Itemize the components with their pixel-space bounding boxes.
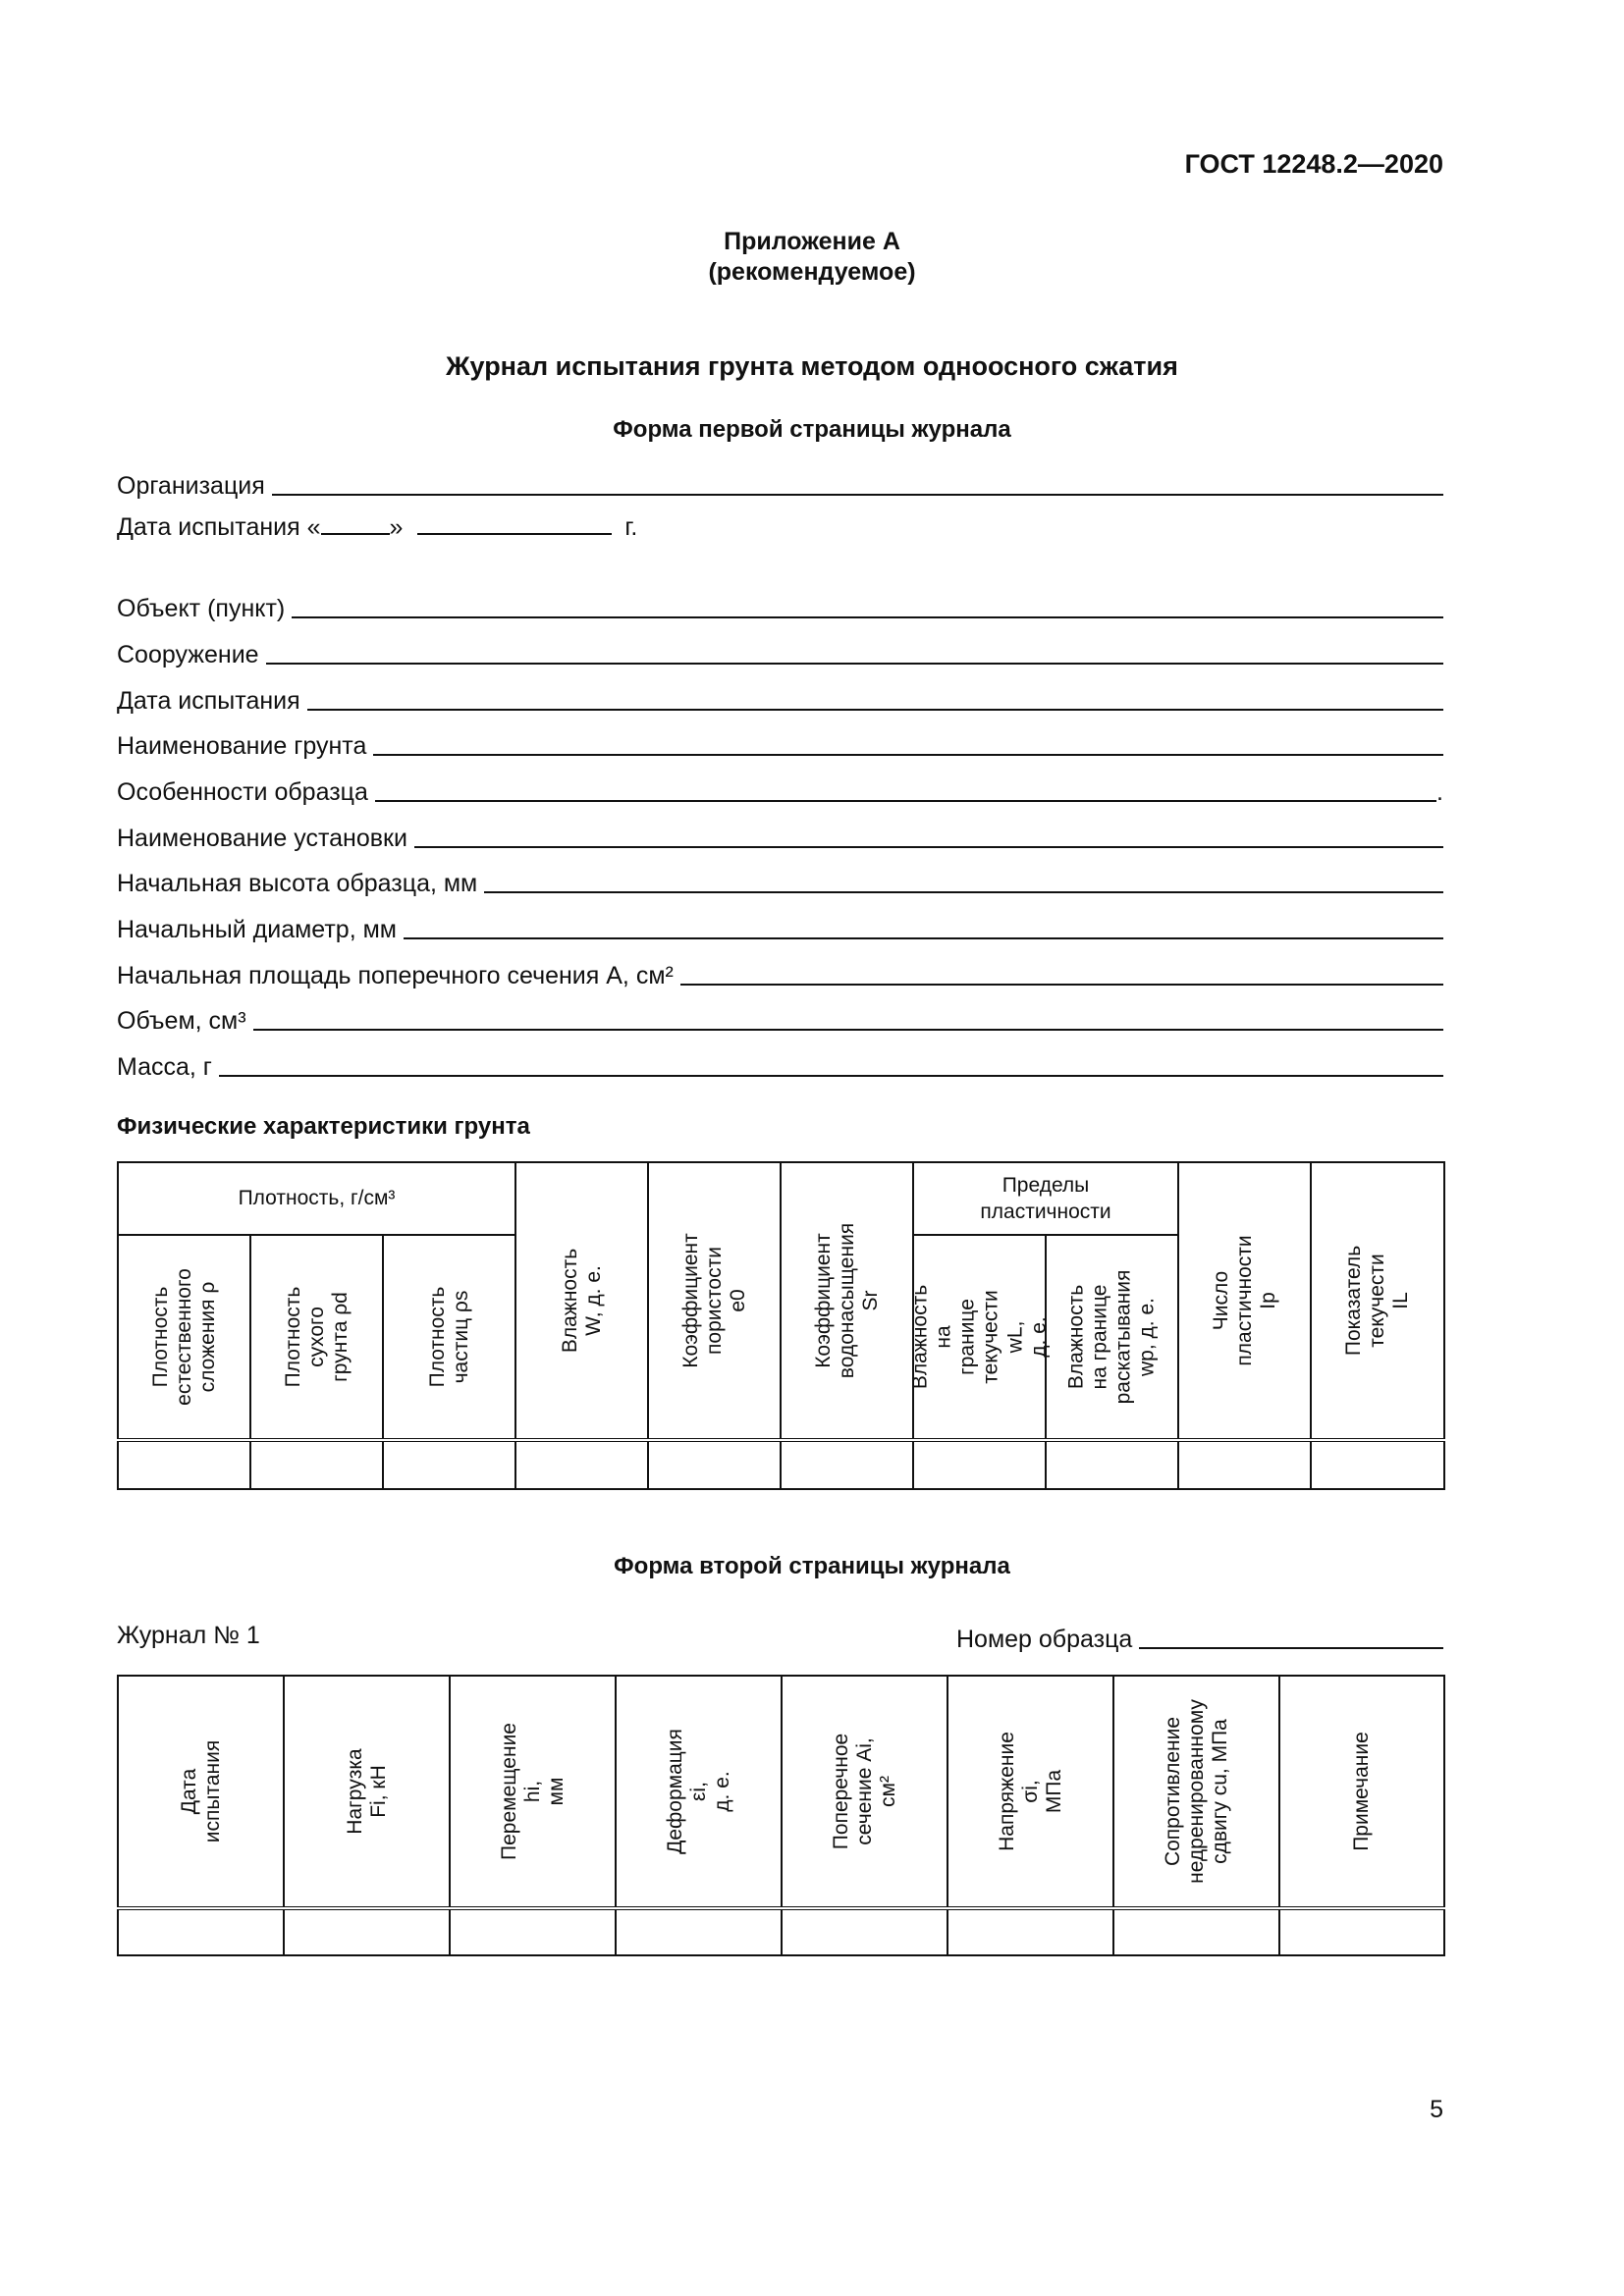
journal-title: Журнал испытания грунта методом одноосного сжатия	[446, 351, 1178, 381]
data-cell[interactable]	[782, 1908, 947, 1955]
field-object[interactable]	[117, 584, 1443, 623]
field-label: Объект (пункт)	[117, 595, 286, 622]
field-test-date[interactable]	[117, 676, 1443, 716]
fill-line[interactable]	[484, 891, 1443, 893]
data-cell[interactable]	[1113, 1908, 1279, 1955]
moisture-header: Влажность W, д. е.	[515, 1162, 648, 1440]
plasticity-limits-header: Пределы пластичности	[913, 1162, 1178, 1235]
saturation-header: Коэффициент водонасыщения Sr	[781, 1162, 913, 1440]
test-date-header: Дата испытания	[118, 1676, 284, 1908]
fill-line[interactable]	[307, 709, 1443, 711]
note-header: Примечание	[1279, 1676, 1444, 1908]
date-suffix: г.	[624, 513, 638, 541]
field-label: Номер образца	[956, 1626, 1133, 1653]
displacement-header: Перемещение hi, мм	[450, 1676, 616, 1908]
data-cell[interactable]	[118, 1440, 250, 1489]
field-label: Дата испытания	[117, 687, 300, 715]
fill-line[interactable]	[1139, 1647, 1443, 1649]
field-sample-features[interactable]	[117, 768, 1443, 807]
appendix-title: Приложение А	[724, 228, 900, 255]
natural-density-header: Плотность естественного сложения ρ	[118, 1235, 250, 1440]
data-cell[interactable]	[383, 1440, 515, 1489]
document-id: ГОСТ 12248.2—2020	[1184, 149, 1443, 179]
page-number: 5	[1430, 2096, 1443, 2123]
date-middle: »	[389, 513, 404, 541]
fill-line[interactable]	[253, 1029, 1443, 1031]
field-label: Масса, г	[117, 1053, 212, 1081]
field-initial-height[interactable]	[117, 859, 1443, 898]
liquidity-index-header: Показатель текучести IL	[1311, 1162, 1444, 1440]
day-blank[interactable]	[321, 511, 390, 535]
fill-line[interactable]	[292, 616, 1443, 618]
liquid-limit-header: Влажность на границе текучести wL, д. е.	[913, 1235, 1046, 1440]
load-header: Нагрузка Fi, кН	[284, 1676, 450, 1908]
data-cell[interactable]	[781, 1440, 913, 1489]
period: .	[1436, 778, 1443, 806]
data-cell[interactable]	[648, 1440, 781, 1489]
data-cell[interactable]	[1311, 1440, 1444, 1489]
data-cell[interactable]	[118, 1908, 284, 1955]
plastic-limit-header: Влажность на границе раскатывания wp, д. е.	[1046, 1235, 1178, 1440]
data-cell[interactable]	[284, 1908, 450, 1955]
data-cell[interactable]	[450, 1908, 616, 1955]
undrained-shear-header: Сопротивление недренированному сдвигу cu, МПа	[1113, 1676, 1279, 1908]
field-label: Особенности образца	[117, 778, 368, 806]
first-page-title: Форма первой страницы журнала	[613, 416, 1011, 443]
field-structure[interactable]	[117, 630, 1443, 669]
appendix-status: (рекомендуемое)	[708, 258, 916, 286]
data-cell[interactable]	[1046, 1440, 1178, 1489]
field-label: Организация	[117, 472, 265, 500]
particle-density-header: Плотность частиц ρs	[383, 1235, 515, 1440]
cross-section-header: Поперечное сечение Ai, см²	[782, 1676, 947, 1908]
fill-line[interactable]	[219, 1075, 1443, 1077]
second-page-title: Форма второй страницы журнала	[614, 1553, 1010, 1579]
fill-line[interactable]	[404, 937, 1443, 939]
data-cell[interactable]	[616, 1908, 782, 1955]
data-cell[interactable]	[515, 1440, 648, 1489]
physical-properties-table	[117, 1161, 1445, 1490]
strain-header: Деформация εi, д. е.	[616, 1676, 782, 1908]
field-label: Наименование грунта	[117, 732, 367, 760]
field-label: Наименование установки	[117, 825, 407, 852]
field-initial-area[interactable]	[117, 951, 1443, 990]
field-volume[interactable]	[117, 996, 1443, 1036]
dry-density-header: Плотность сухого грунта ρd	[250, 1235, 383, 1440]
field-label: Объем, см³	[117, 1007, 246, 1035]
month-blank[interactable]	[417, 511, 612, 535]
density-group-header: Плотность, г/см³	[118, 1162, 515, 1235]
field-label: Начальная высота образца, мм	[117, 870, 478, 897]
fill-line[interactable]	[373, 754, 1443, 756]
field-organization[interactable]	[117, 461, 1443, 501]
data-cell[interactable]	[1279, 1908, 1444, 1955]
fill-line[interactable]	[414, 846, 1443, 848]
date-line[interactable]	[117, 509, 637, 545]
data-cell[interactable]	[250, 1440, 383, 1489]
physical-title: Физические характеристики грунта	[117, 1113, 530, 1140]
fill-line[interactable]	[272, 494, 1443, 496]
date-prefix: Дата испытания «	[117, 513, 321, 541]
test-results-table	[117, 1675, 1445, 1956]
data-cell[interactable]	[913, 1440, 1046, 1489]
fill-line[interactable]	[266, 663, 1443, 665]
data-cell[interactable]	[947, 1908, 1113, 1955]
field-soil-name[interactable]	[117, 721, 1443, 761]
fill-line[interactable]	[680, 984, 1443, 986]
journal-number: Журнал № 1	[117, 1622, 260, 1649]
stress-header: Напряжение σi, МПа	[947, 1676, 1113, 1908]
field-label: Начальный диаметр, мм	[117, 916, 397, 943]
porosity-header: Коэффициент пористости e0	[648, 1162, 781, 1440]
field-label: Сооружение	[117, 641, 259, 668]
plasticity-index-header: Число пластичности Ip	[1178, 1162, 1311, 1440]
field-label: Начальная площадь поперечного сечения А, см²	[117, 962, 674, 989]
field-sample-number[interactable]	[956, 1615, 1443, 1654]
field-apparatus[interactable]	[117, 814, 1443, 853]
field-mass[interactable]	[117, 1042, 1443, 1082]
field-initial-diameter[interactable]	[117, 905, 1443, 944]
data-cell[interactable]	[1178, 1440, 1311, 1489]
fill-line[interactable]	[375, 800, 1436, 802]
